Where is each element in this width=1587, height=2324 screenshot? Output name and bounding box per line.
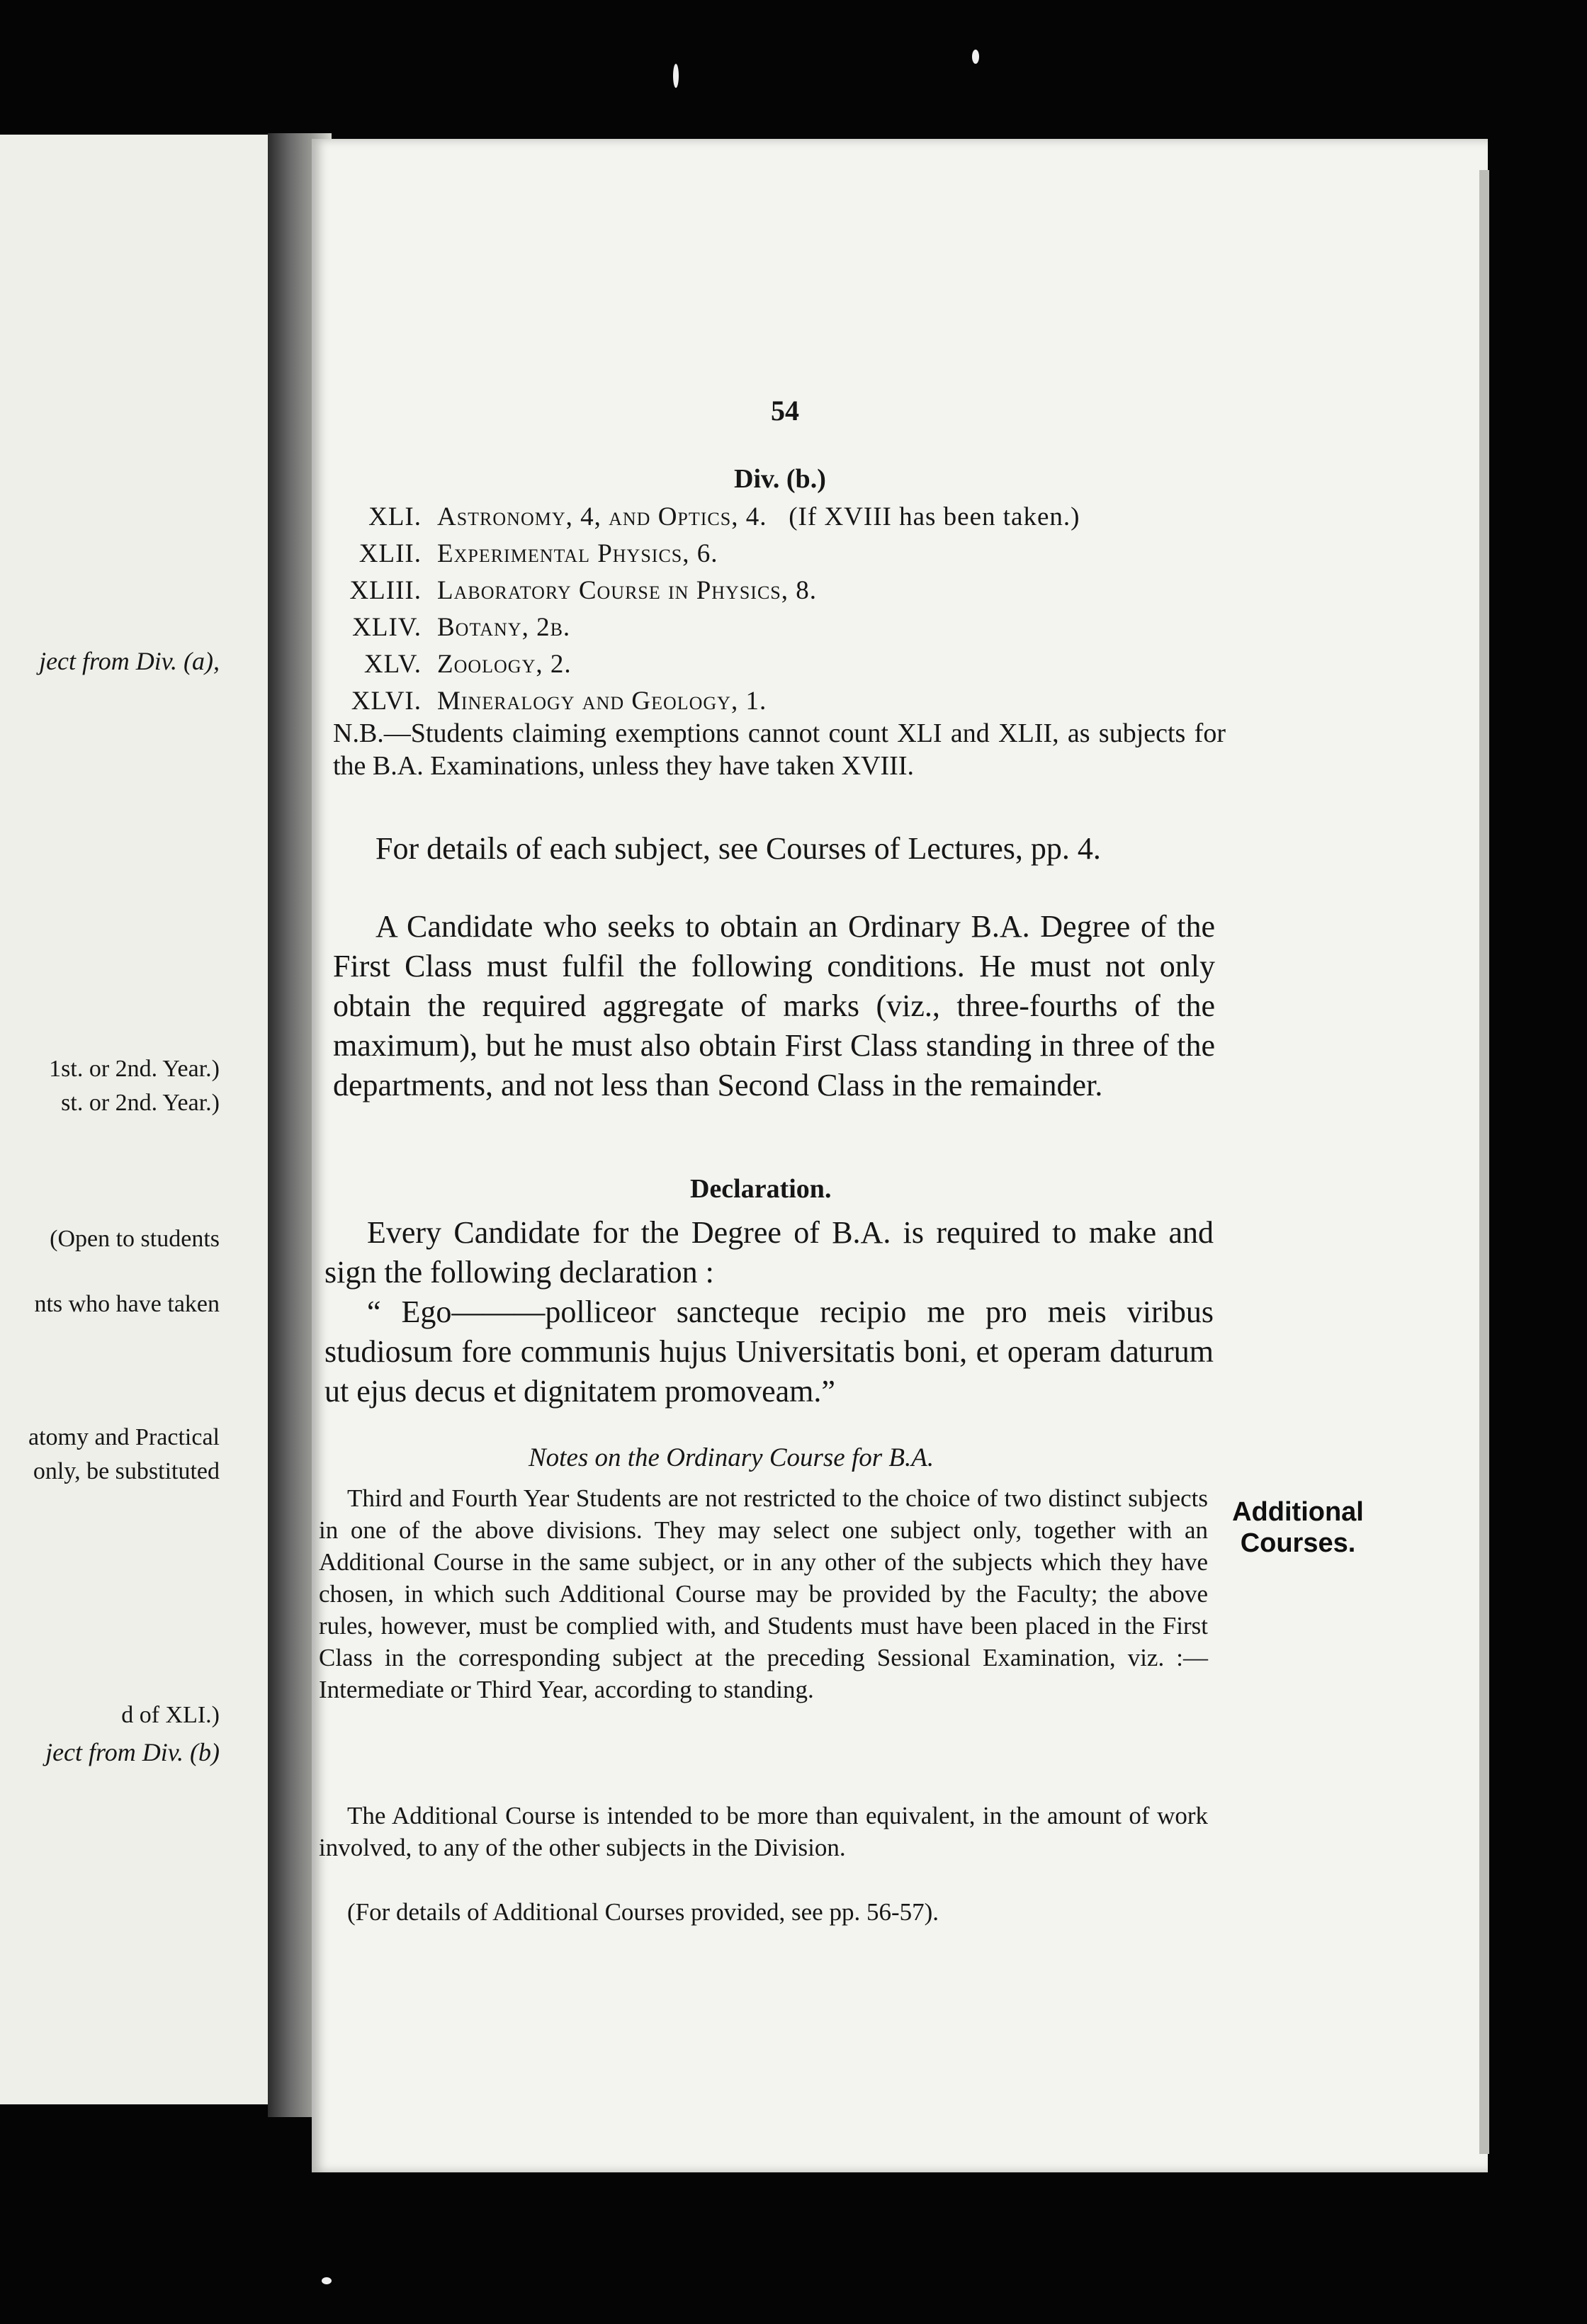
margin-note-line: Additional	[1232, 1497, 1364, 1527]
subject-number: XLVI.	[351, 687, 422, 716]
left-page-line: only, be substituted	[33, 1458, 220, 1484]
subject-name: Botany, 2b.	[437, 613, 571, 642]
notes-heading: Notes on the Ordinary Course for B.A.	[529, 1443, 934, 1472]
subject-number: XLIV.	[352, 613, 422, 642]
subject-note: (If XVIII has been taken.)	[789, 502, 1080, 531]
subject-item	[333, 502, 1080, 532]
subject-item	[333, 612, 570, 643]
details-paragraph: For details of each subject, see Courses of Lectures, pp. 4.	[375, 831, 1101, 866]
page-edge	[1479, 170, 1489, 2154]
declaration-quote: “ Ego———polliceor sancteque recipio me pro meis viribus studiosum fore communis hujus Universitatis boni, et operam daturum ut ejus decus et dignitatem promoveam.”	[324, 1294, 1214, 1409]
subject-item	[333, 538, 718, 569]
left-page-line: st. or 2nd. Year.)	[61, 1090, 220, 1116]
subject-name: Experimental Physics, 6.	[437, 539, 718, 568]
subject-number: XLV.	[363, 650, 422, 679]
main-page	[312, 139, 1488, 2172]
scan-artifact	[972, 50, 979, 64]
page-number: 54	[771, 395, 799, 427]
margin-note-line: Courses.	[1240, 1528, 1356, 1558]
declaration-heading: Declaration.	[690, 1174, 832, 1204]
left-page-line: nts who have taken	[34, 1291, 220, 1317]
left-page-line: ject from Div. (b)	[45, 1738, 220, 1766]
subject-number: XLII.	[358, 539, 422, 568]
notes-paragraph: Third and Fourth Year Students are not restricted to the choice of two distinct subjects in one of the above divisions. They may select one subject only, together with an Additional Course in the same subject, or in any other of the subjects which they have chosen, in which such Additional Course may be provided by the Faculty; the above rules, however, must be complied with, and Students must have been placed in the First Class in the corresponding subject at the preceding Sessional Examination, viz. :—Intermediate or Third Year, according to standing.	[319, 1484, 1208, 1703]
subject-name: Mineralogy and Geology, 1.	[437, 687, 767, 716]
nb-note: N.B.—Students claiming exemptions cannot count XLI and XLII, as subjects for the B.A. Examinations, unless they have taken XVIII.	[333, 718, 1226, 781]
subject-name: Zoology, 2.	[437, 650, 572, 679]
candidate-paragraph: A Candidate who seeks to obtain an Ordinary B.A. Degree of the First Class must fulfil the following conditions. He must not only obtain the required aggregate of marks (viz., three-fourths of the maximum), but he must also obtain First Class standing in three of the departments, and not less than Second Class in the remainder.	[333, 909, 1215, 1102]
subject-number: XLI.	[368, 502, 422, 531]
left-page-line: d of XLI.)	[121, 1702, 220, 1728]
subject-item	[333, 649, 572, 679]
subject-number: XLIII.	[349, 576, 422, 605]
margin-note	[1220, 1496, 1376, 1559]
notes-paragraph: The Additional Course is intended to be more than equivalent, in the amount of work involved, to any of the other subjects in the Division.	[319, 1802, 1208, 1861]
left-page	[0, 135, 276, 2104]
division-title: Div. (b.)	[734, 464, 826, 494]
scan-artifact	[322, 2277, 332, 2284]
left-page-line: 1st. or 2nd. Year.)	[49, 1056, 220, 1082]
subject-name: Laboratory Course in Physics, 8.	[437, 576, 818, 605]
scan-artifact	[673, 64, 679, 88]
subject-item	[333, 575, 817, 606]
subject-item	[333, 686, 767, 716]
subject-name: Astronomy, 4, and Optics, 4.	[437, 502, 767, 531]
left-page-line: ject from Div. (a),	[39, 647, 220, 675]
notes-paragraph: (For details of Additional Courses provided, see pp. 56-57).	[347, 1898, 939, 1926]
declaration-intro: Every Candidate for the Degree of B.A. is required to make and sign the following declaration :	[324, 1215, 1214, 1290]
left-page-line: (Open to students	[50, 1226, 220, 1252]
left-page-line: atomy and Practical	[28, 1424, 220, 1450]
